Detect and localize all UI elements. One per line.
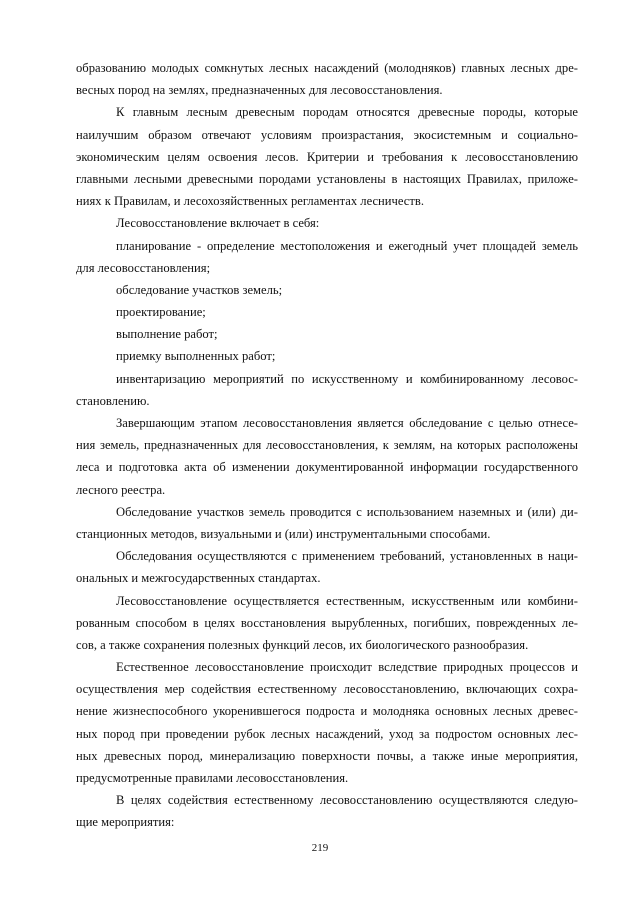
text-line: ных древесных пород, минерализацию поверхности почвы, а также иные мероприятия,: [76, 748, 578, 763]
text-line: весных пород на землях, предназначенных для лесовосстановления.: [76, 83, 443, 98]
text-line: Завершающим этапом лесовосстановления является обследование с целью отнесе-: [116, 416, 578, 430]
text-line: предусмотренные правилами лесовосстановления.: [76, 771, 349, 785]
text-line: ниях к Правилам, и лесохозяйственных регламентах лесничеств.: [76, 194, 424, 209]
text-line: наилучшим образом отвечают условиям произрастания, экосистемным и социально-: [76, 127, 578, 142]
text-line: выполнение работ;: [116, 327, 218, 342]
text-line: Лесовосстановление включает в себя:: [116, 216, 320, 231]
text-line: Естественное лесовосстановление происходит вследствие природных процессов и: [116, 660, 578, 675]
text-line: В целях содействия естественному лесовосстановлению осуществляются следую-: [116, 793, 578, 808]
text-line: нение жизнеспособного укоренившегося подроста и молодняка основных лесных древес-: [76, 704, 578, 719]
text-line: обследование участков земель;: [116, 282, 283, 297]
text-line: приемку выполненных работ;: [116, 349, 276, 364]
text-line: осуществления мер содействия естественному лесовосстановлению, включающих сохра-: [76, 682, 578, 697]
text-line: инвентаризацию мероприятий по искусственному и комбинированному лесовос-: [116, 371, 578, 386]
text-line: щие мероприятия:: [76, 815, 175, 830]
text-line: проектирование;: [116, 305, 206, 320]
text-line: Обследования осуществляются с применением требований, установленных в наци-: [116, 549, 578, 564]
text-line: Обследование участков земель проводится с использованием наземных и (или) ди-: [116, 504, 578, 519]
text-line: становлению.: [76, 393, 150, 408]
text-line: К главным лесным древесным породам относятся древесные породы, которые: [116, 105, 578, 120]
text-line: планирование - определение местоположения и ежегодный учет площадей земель: [116, 238, 578, 253]
text-line: для лесовосстановления;: [76, 260, 211, 275]
text-line: лесного реестра.: [76, 482, 166, 497]
text-line: Лесовосстановление осуществляется естественным, искусственным или комбини-: [116, 593, 578, 608]
text-line: рованным способом в целях восстановления вырубленных, погибших, поврежденных ле-: [76, 615, 578, 630]
text-line: леса и подготовка акта об изменении документированной информации государственного: [76, 460, 578, 475]
text-line: станционных методов, визуальными и (или) инструментальными способами.: [76, 526, 491, 541]
text-line: ных пород при проведении рубок лесных насаждений, уход за подростом основных лес-: [76, 726, 578, 741]
body-text: [76, 57, 578, 834]
text-line: ния земель, предназначенных для лесовосстановления, к землям, на которых расположены: [76, 438, 578, 453]
text-line: образованию молодых сомкнутых лесных насаждений (молодняков) главных лесных дре-: [76, 61, 578, 75]
text-line: сов, а также сохранения полезных функций лесов, их биологического разнообразия.: [76, 637, 529, 652]
text-line: ональных и межгосударственных стандартах.: [76, 571, 321, 586]
text-line: экономическим целям освоения лесов. Критерии и требования к лесовосстановлению: [76, 149, 578, 164]
text-line: главными лесными древесными породами установлены в настоящих Правилах, приложе-: [76, 171, 578, 186]
page-number: 219: [311, 842, 329, 854]
